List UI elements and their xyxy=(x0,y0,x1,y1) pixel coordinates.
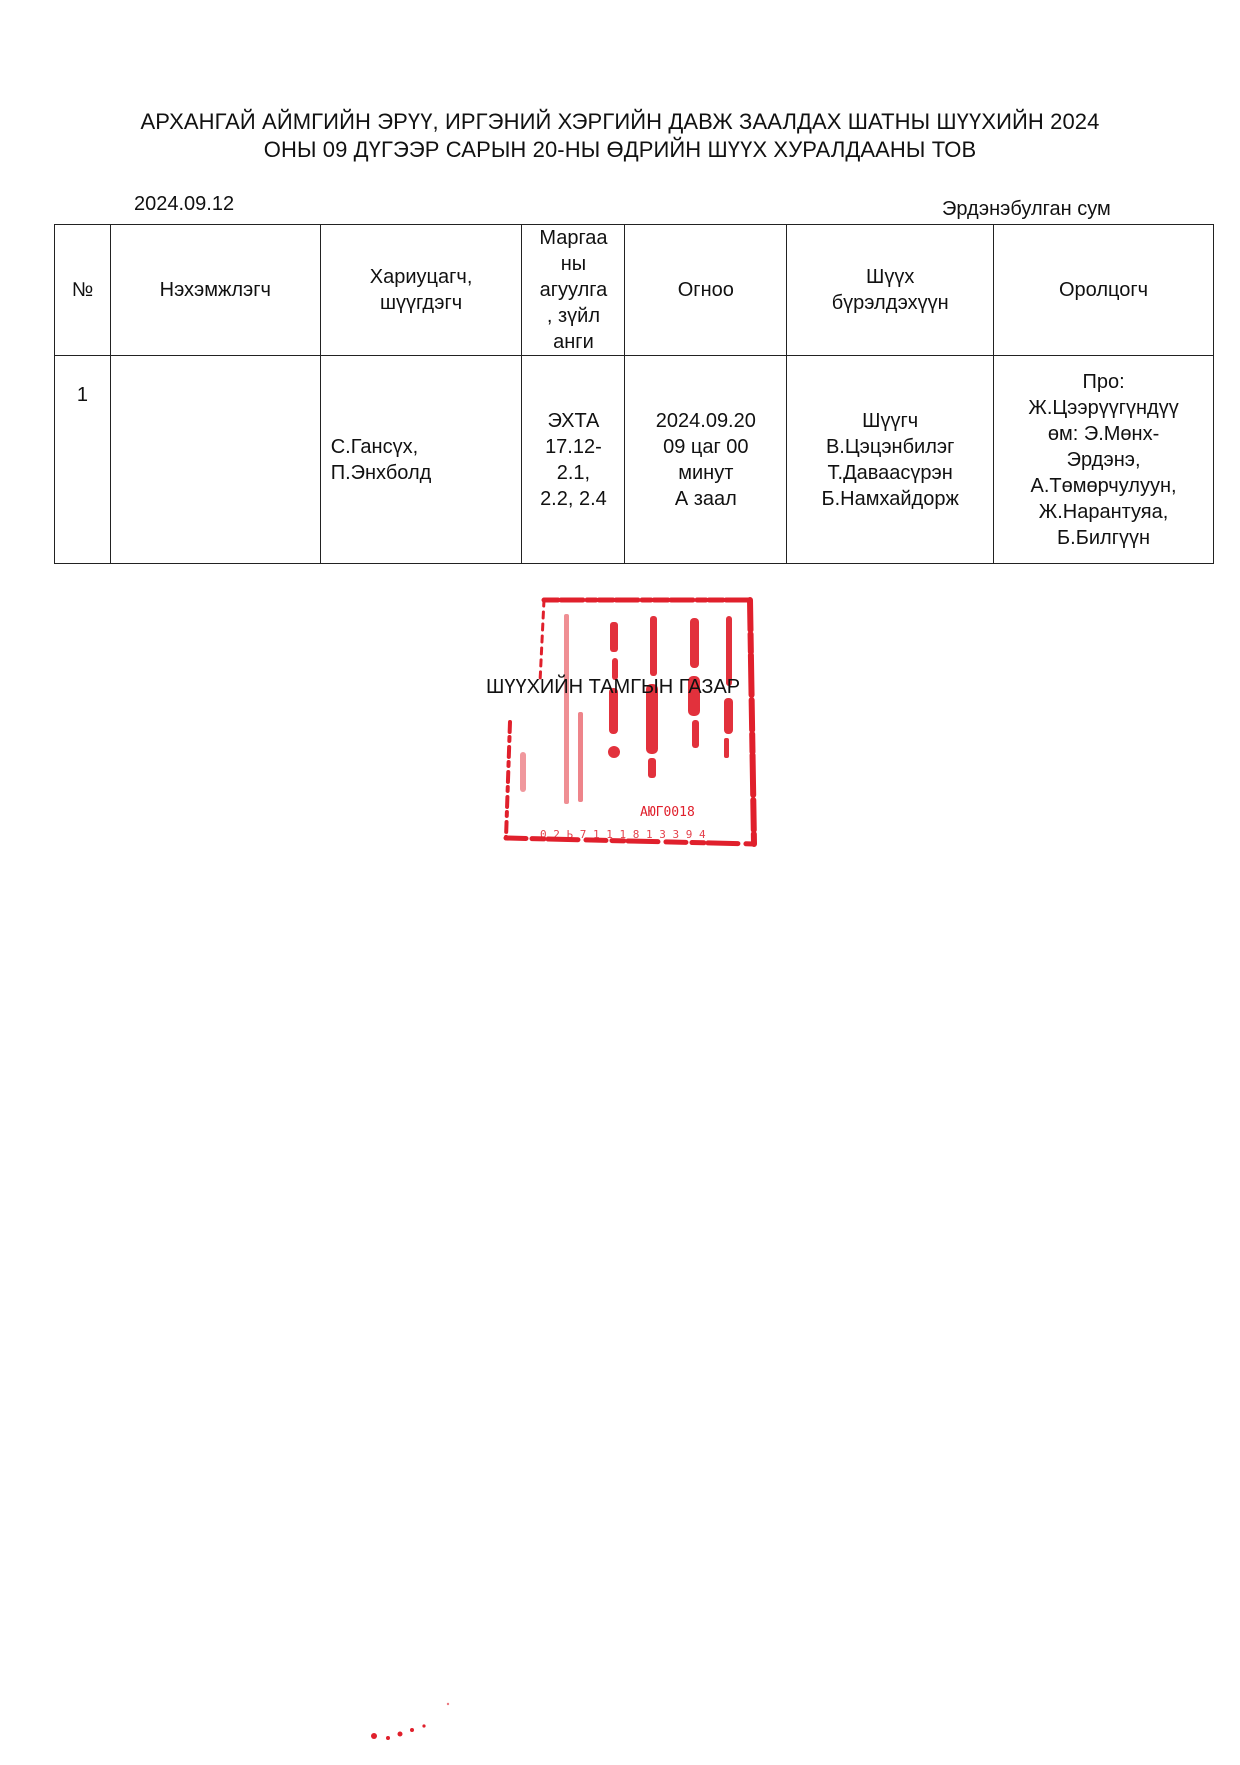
title-line-2: ОНЫ 09 ДҮГЭЭР САРЫН 20-НЫ ӨДРИЙН ШҮҮХ ХУРАЛДААНЫ ТОВ xyxy=(263,137,977,162)
cell-plaintiff xyxy=(110,356,320,564)
ink-speck-decoration xyxy=(370,1700,460,1750)
document-title xyxy=(90,108,1150,164)
seal-code: АЮГ0018 xyxy=(640,805,695,820)
header-participants: Оролцогч xyxy=(994,225,1214,356)
cell-subject: ЭХТА 17.12- 2.1, 2.2, 2.4 xyxy=(522,356,625,564)
header-plaintiff: Нэхэмжлэгч xyxy=(110,225,320,356)
table-header-row xyxy=(55,225,1214,356)
cell-panel: Шүүгч В.Цэцэнбилэг Т.Даваасүрэн Б.Намхайдорж xyxy=(787,356,994,564)
header-panel: Шүүх бүрэлдэхүүн xyxy=(787,225,994,356)
header-number: № xyxy=(55,225,111,356)
cell-number: 1 xyxy=(55,356,111,564)
title-line-1: АРХАНГАЙ АЙМГИЙН ЭРҮҮ, ИРГЭНИЙ ХЭРГИЙН ДАВЖ ЗААЛДАХ ШАТНЫ ШҮҮХИЙН 2024 xyxy=(140,109,1100,134)
hearing-schedule-table xyxy=(54,224,1214,564)
issue-date: 2024.09.12 xyxy=(134,193,235,215)
header-date: Огноо xyxy=(625,225,787,356)
header-subject: Маргаа ны агуулга , зүйл анги xyxy=(522,225,625,356)
table-row xyxy=(55,356,1214,564)
official-seal-stamp xyxy=(500,592,758,852)
stamp-caption: ШҮҮХИЙН ТАМГЫН ГАЗАР xyxy=(486,676,741,698)
location: Эрдэнэбулган сум xyxy=(942,198,1111,220)
seal-register: 0 2 Ь 7 1 1 1 8 1 3 3 9 4 xyxy=(540,828,706,841)
cell-participants: Про: Ж.Цээрүүгүндүү өм: Э.Мөнх- Эрдэнэ, А.Төмөрчулуун, Ж.Нарантуяа, Б.Билгүүн xyxy=(994,356,1214,564)
cell-date: 2024.09.20 09 цаг 00 минут А заал xyxy=(625,356,787,564)
cell-defendant: С.Гансүх, П.Энхболд xyxy=(320,356,522,564)
header-defendant: Хариуцагч, шүүгдэгч xyxy=(320,225,522,356)
